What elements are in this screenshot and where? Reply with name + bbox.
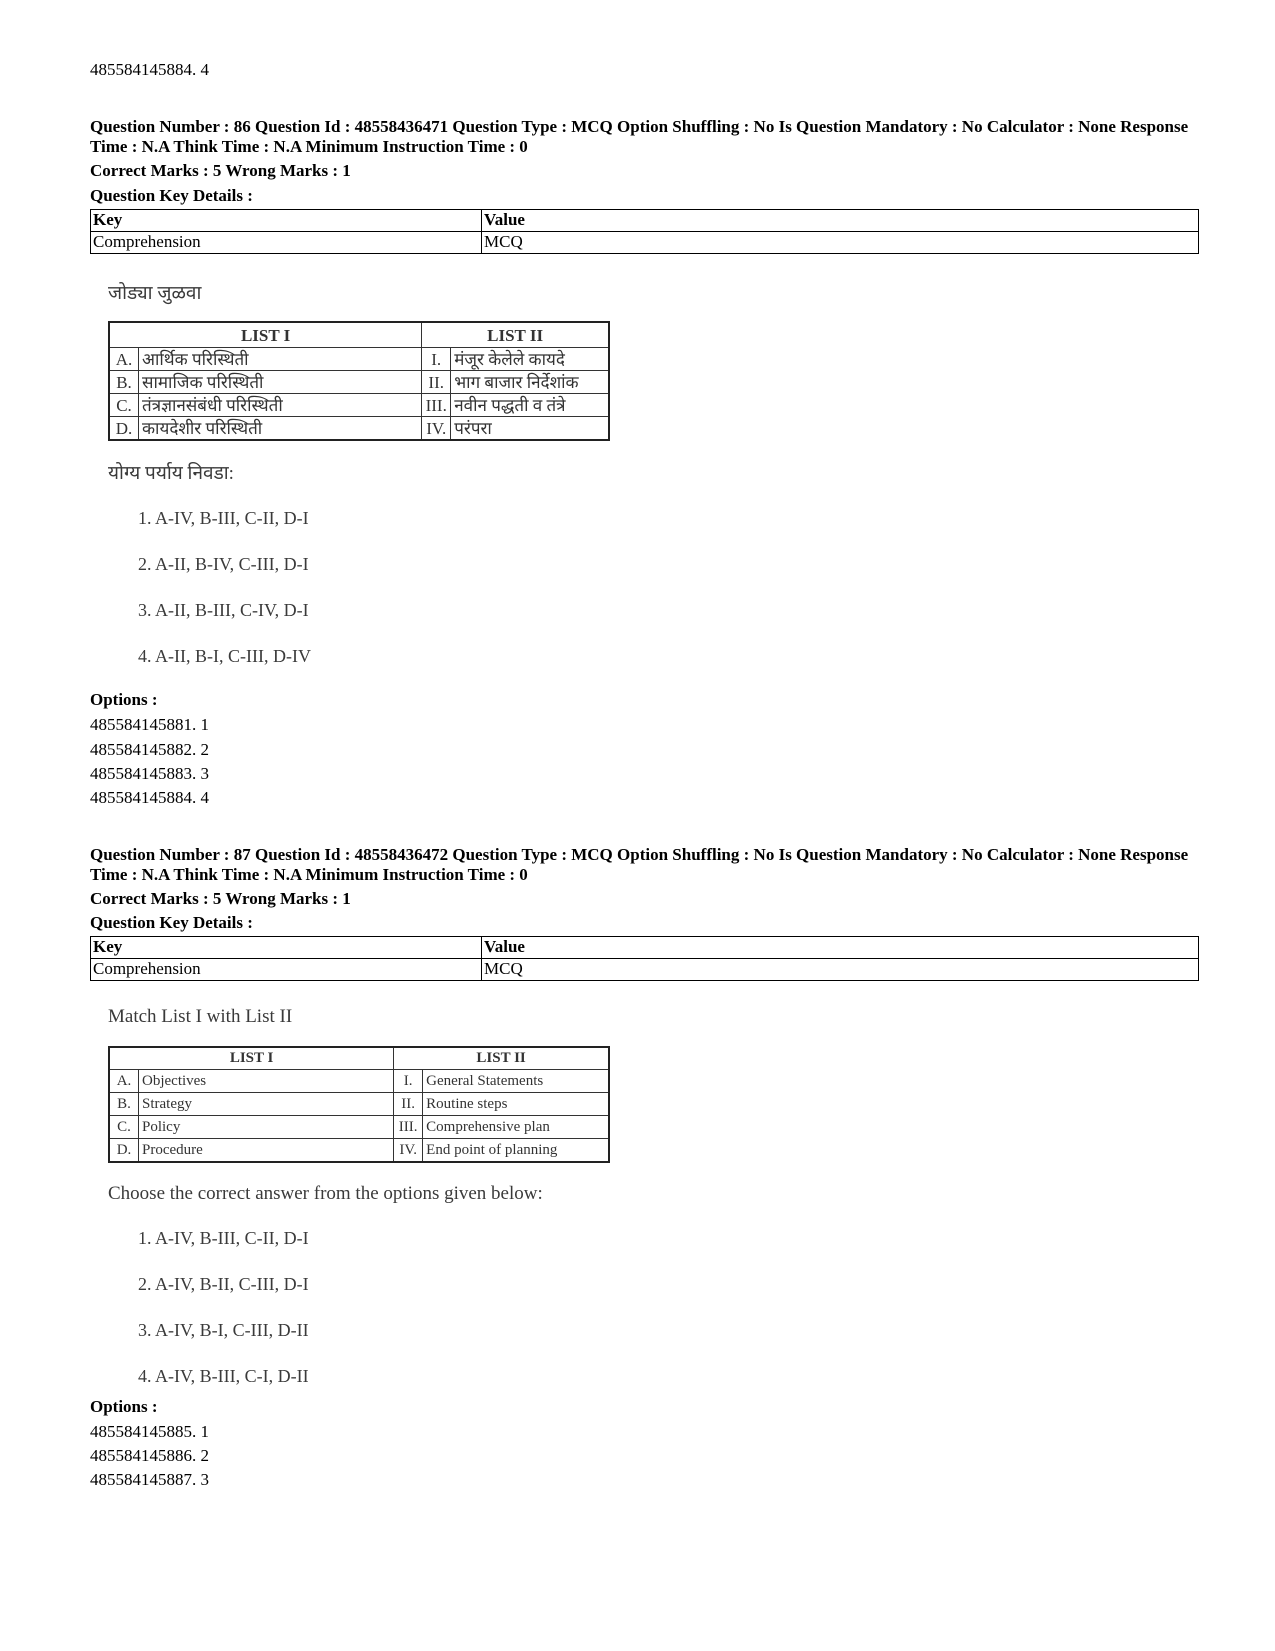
- list1-header: LIST I: [109, 1047, 394, 1070]
- table-row: [109, 348, 609, 371]
- list2-numeral: I.: [394, 1070, 423, 1093]
- list1-text: आर्थिक परिस्थिती: [139, 348, 422, 371]
- question-image: [108, 283, 610, 667]
- list1-letter: D.: [109, 417, 139, 441]
- list1-text: कायदेशीर परिस्थिती: [139, 417, 422, 441]
- table-cell-value: MCQ: [482, 959, 1199, 981]
- table-header-key: Key: [91, 210, 482, 232]
- table-row: [109, 1139, 609, 1163]
- table-row: [91, 210, 1199, 232]
- table-row: [91, 937, 1199, 959]
- list1-letter: A.: [109, 348, 139, 371]
- list2-header: LIST II: [394, 1047, 609, 1070]
- choice-item: 2. A-IV, B-II, C-III, D-I: [138, 1274, 309, 1294]
- option-line: 485584145887. 3: [90, 1470, 209, 1489]
- key-details-label: Question Key Details :: [90, 186, 253, 205]
- list2-text: नवीन पद्धती व तंत्रे: [451, 394, 609, 417]
- list1-letter: B.: [109, 1093, 139, 1116]
- list2-text: General Statements: [423, 1070, 609, 1093]
- option-line: 485584145881. 1: [90, 715, 209, 734]
- list2-text: Routine steps: [423, 1093, 609, 1116]
- choice-item: 4. A-IV, B-III, C-I, D-II: [138, 1366, 309, 1386]
- choice-item: 1. A-IV, B-III, C-II, D-I: [138, 1228, 309, 1248]
- list2-text: परंपरा: [451, 417, 609, 441]
- key-details-table: [90, 936, 1199, 981]
- list2-numeral: I.: [422, 348, 451, 371]
- key-details-label: Question Key Details :: [90, 913, 253, 932]
- list1-header: LIST I: [109, 322, 422, 348]
- table-header-value: Value: [482, 210, 1199, 232]
- list1-text: तंत्रज्ञानसंबंधी परिस्थिती: [139, 394, 422, 417]
- list2-numeral: III.: [394, 1116, 423, 1139]
- choice-item: 2. A-II, B-IV, C-III, D-I: [138, 554, 309, 574]
- list1-text: Procedure: [139, 1139, 394, 1163]
- table-cell-value: MCQ: [482, 232, 1199, 254]
- table-row: [109, 1047, 609, 1070]
- table-row: [109, 1070, 609, 1093]
- list2-numeral: II.: [394, 1093, 423, 1116]
- match-list-table: [108, 321, 610, 441]
- table-row: [109, 1093, 609, 1116]
- list2-numeral: II.: [422, 371, 451, 394]
- question-prompt: जोड्या जुळवा: [108, 283, 202, 304]
- list1-letter: C.: [109, 1116, 139, 1139]
- table-cell-key: Comprehension: [91, 959, 482, 981]
- option-line: 485584145882. 2: [90, 740, 209, 759]
- options-label: Options :: [90, 1397, 158, 1416]
- table-header-key: Key: [91, 937, 482, 959]
- choose-instruction: योग्य पर्याय निवडा:: [108, 463, 234, 484]
- question-image: [108, 1006, 610, 1387]
- option-line: 485584145885. 1: [90, 1422, 209, 1441]
- list2-header: LIST II: [422, 322, 609, 348]
- table-row: [109, 371, 609, 394]
- options-label: Options :: [90, 690, 158, 709]
- table-header-value: Value: [482, 937, 1199, 959]
- option-line: 485584145883. 3: [90, 764, 209, 783]
- question-header: Question Number : 87 Question Id : 48558436472 Question Type : MCQ Option Shuffling : No Is Question Mandatory : No Calculator : None Response Time : N.A Think Time : N.A Minimum Instruction Time : 0: [90, 845, 1189, 884]
- choice-item: 4. A-II, B-I, C-III, D-IV: [138, 646, 311, 666]
- marks-line: Correct Marks : 5 Wrong Marks : 1: [90, 889, 351, 908]
- choice-item: 3. A-IV, B-I, C-III, D-II: [138, 1320, 309, 1340]
- table-row: [109, 417, 609, 441]
- question-header: Question Number : 86 Question Id : 48558436471 Question Type : MCQ Option Shuffling : No Is Question Mandatory : No Calculator : None Response Time : N.A Think Time : N.A Minimum Instruction Time : 0: [90, 117, 1189, 156]
- match-list-table: [108, 1046, 610, 1163]
- list2-numeral: III.: [422, 394, 451, 417]
- list2-text: मंजूर केलेले कायदे: [451, 348, 609, 371]
- list1-text: Policy: [139, 1116, 394, 1139]
- list2-numeral: IV.: [394, 1139, 423, 1163]
- list2-text: Comprehensive plan: [423, 1116, 609, 1139]
- key-details-table: [90, 209, 1199, 254]
- table-cell-key: Comprehension: [91, 232, 482, 254]
- question-prompt: Match List I with List II: [108, 1006, 293, 1027]
- list1-letter: D.: [109, 1139, 139, 1163]
- list2-text: End point of planning: [423, 1139, 609, 1163]
- list1-letter: A.: [109, 1070, 139, 1093]
- list2-text: भाग बाजार निर्देशांक: [451, 371, 609, 394]
- table-row: [109, 1116, 609, 1139]
- previous-option-line: 485584145884. 4: [90, 60, 209, 79]
- choice-item: 1. A-IV, B-III, C-II, D-I: [138, 508, 309, 528]
- table-row: [91, 959, 1199, 981]
- list1-letter: C.: [109, 394, 139, 417]
- table-row: [109, 394, 609, 417]
- marks-line: Correct Marks : 5 Wrong Marks : 1: [90, 161, 351, 180]
- list2-numeral: IV.: [422, 417, 451, 441]
- list1-letter: B.: [109, 371, 139, 394]
- choose-instruction: Choose the correct answer from the options given below:: [108, 1183, 543, 1204]
- list1-text: Objectives: [139, 1070, 394, 1093]
- list1-text: Strategy: [139, 1093, 394, 1116]
- choice-item: 3. A-II, B-III, C-IV, D-I: [138, 600, 309, 620]
- option-line: 485584145884. 4: [90, 788, 209, 807]
- list1-text: सामाजिक परिस्थिती: [139, 371, 422, 394]
- table-row: [91, 232, 1199, 254]
- option-line: 485584145886. 2: [90, 1446, 209, 1465]
- table-row: [109, 322, 609, 348]
